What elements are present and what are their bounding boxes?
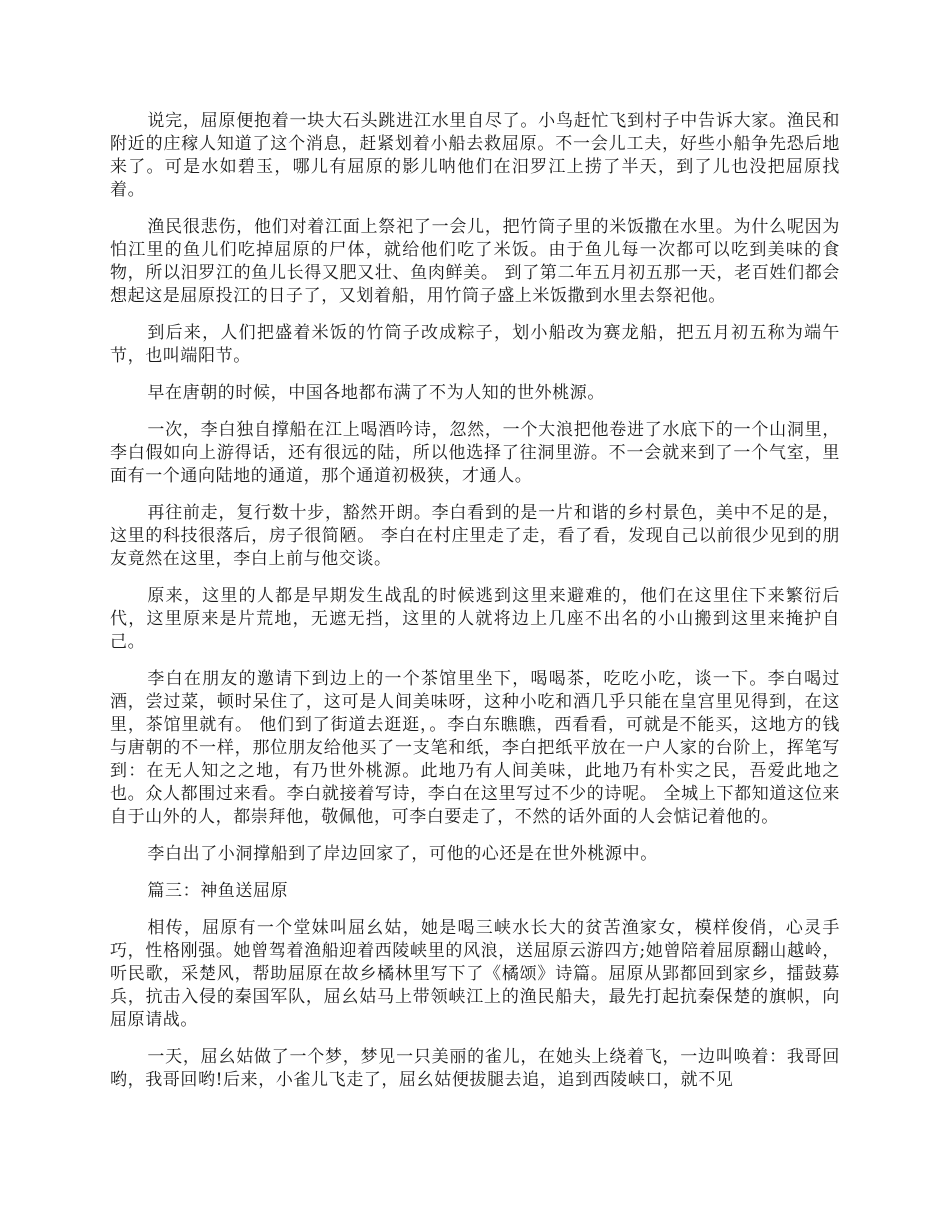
paragraph: 一天，屈幺姑做了一个梦，梦见一只美丽的雀儿，在她头上绕着飞，一边叫唤着：我哥回哟，我哥回哟!后来，小雀儿飞走了，屈幺姑便拔腿去追，追到西陵峡口，就不见 — [110, 1047, 840, 1090]
document-page — [110, 110, 840, 1106]
paragraph: 到后来，人们把盛着米饭的竹筒子改成粽子，划小船改为赛龙船，把五月初五称为端午节，也叫端阳节。 — [110, 323, 840, 366]
paragraph: 一次，李白独自撑船在江上喝酒吟诗，忽然，一个大浪把他卷进了水底下的一个山洞里，李白假如向上游得话，还有很远的陆，所以他选择了往洞里游。不一会就来到了一个气室，里面有一个通向陆地的通道，那个通道初极狭，才通人。 — [110, 420, 840, 486]
paragraph: 说完，屈原便抱着一块大石头跳进江水里自尽了。小鸟赶忙飞到村子中告诉大家。渔民和附近的庄稼人知道了这个消息，赶紧划着小船去救屈原。不一会儿工夫，好些小船争先恐后地来了。可是水如碧玉，哪儿有屈原的影儿呐他们在汨罗江上捞了半天，到了儿也没把屈原找着。 — [110, 111, 840, 200]
paragraph: 渔民很悲伤，他们对着江面上祭祀了一会儿，把竹筒子里的米饭撒在水里。为什么呢因为怕江里的鱼儿们吃掉屈原的尸体，就给他们吃了米饭。由于鱼儿每一次都可以吃到美味的食物，所以汨罗江的鱼儿长得又肥又壮、鱼肉鲜美。 到了第二年五月初五那一天，老百姓们都会想起这是屈原投江的日子了，又划着船，用竹筒子盛上米饭撒到水里去祭祀他。 — [110, 217, 840, 306]
paragraph: 原来，这里的人都是早期发生战乱的时候逃到这里来避难的，他们在这里住下来繁衍后代，这里原来是片荒地，无遮无挡，这里的人就将边上几座不出名的小山搬到这里来掩护自己。 — [110, 586, 840, 652]
section-heading: 篇三：神鱼送屈原 — [147, 881, 289, 901]
paragraph: 再往前走，复行数十步，豁然开朗。李白看到的是一片和谐的乡村景色，美中不足的是，这里的科技很落后，房子很简陋。 李白在村庄里走了走，看了看，发现自己以前很少见到的朋友竟然在这里，李白上前与他交谈。 — [110, 503, 840, 569]
paragraph: 相传，屈原有一个堂妹叫屈幺姑，她是喝三峡水长大的贫苦渔家女，模样俊俏，心灵手巧，性格刚强。她曾驾着渔船迎着西陵峡里的风浪，送屈原云游四方;她曾陪着屈原翻山越岭，听民歌，采楚风，帮助屈原在故乡橘林里写下了《橘颂》诗篇。屈原从郢都回到家乡，擂鼓募兵，抗击入侵的秦国军队，屈幺姑马上带领峡江上的渔民船夫，最先打起抗秦保楚的旗帜，向屈原请战。 — [110, 918, 840, 1030]
paragraph: 李白出了小洞撑船到了岸边回家了，可他的心还是在世外桃源中。 — [147, 844, 658, 864]
paragraph: 早在唐朝的时候，中国各地都布满了不为人知的世外桃源。 — [147, 383, 605, 403]
paragraph: 李白在朋友的邀请下到边上的一个茶馆里坐下，喝喝茶，吃吃小吃，谈一下。李白喝过酒，尝过菜，顿时呆住了，这可是人间美味呀，这种小吃和酒几乎只能在皇宫里见得到，在这里，茶馆里就有。 他们到了街道去逛逛，。李白东瞧瞧，西看看，可就是不能买，这地方的钱与唐朝的不一样，那位朋友给他买了一支笔和纸，李白把纸平放在一户人家的台阶上，挥笔写到：在无人知之之地，有乃世外桃源。此地乃有人间美味，此地乃有朴实之民，吾爱此地之也。众人都围过来看。李白就接着写诗，李白在这里写过不少的诗呢。 全城上下都知道这位来自于山外的人，都崇拜他，敬佩他，可李白要走了，不然的话外面的人会惦记着他的。 — [110, 669, 840, 827]
